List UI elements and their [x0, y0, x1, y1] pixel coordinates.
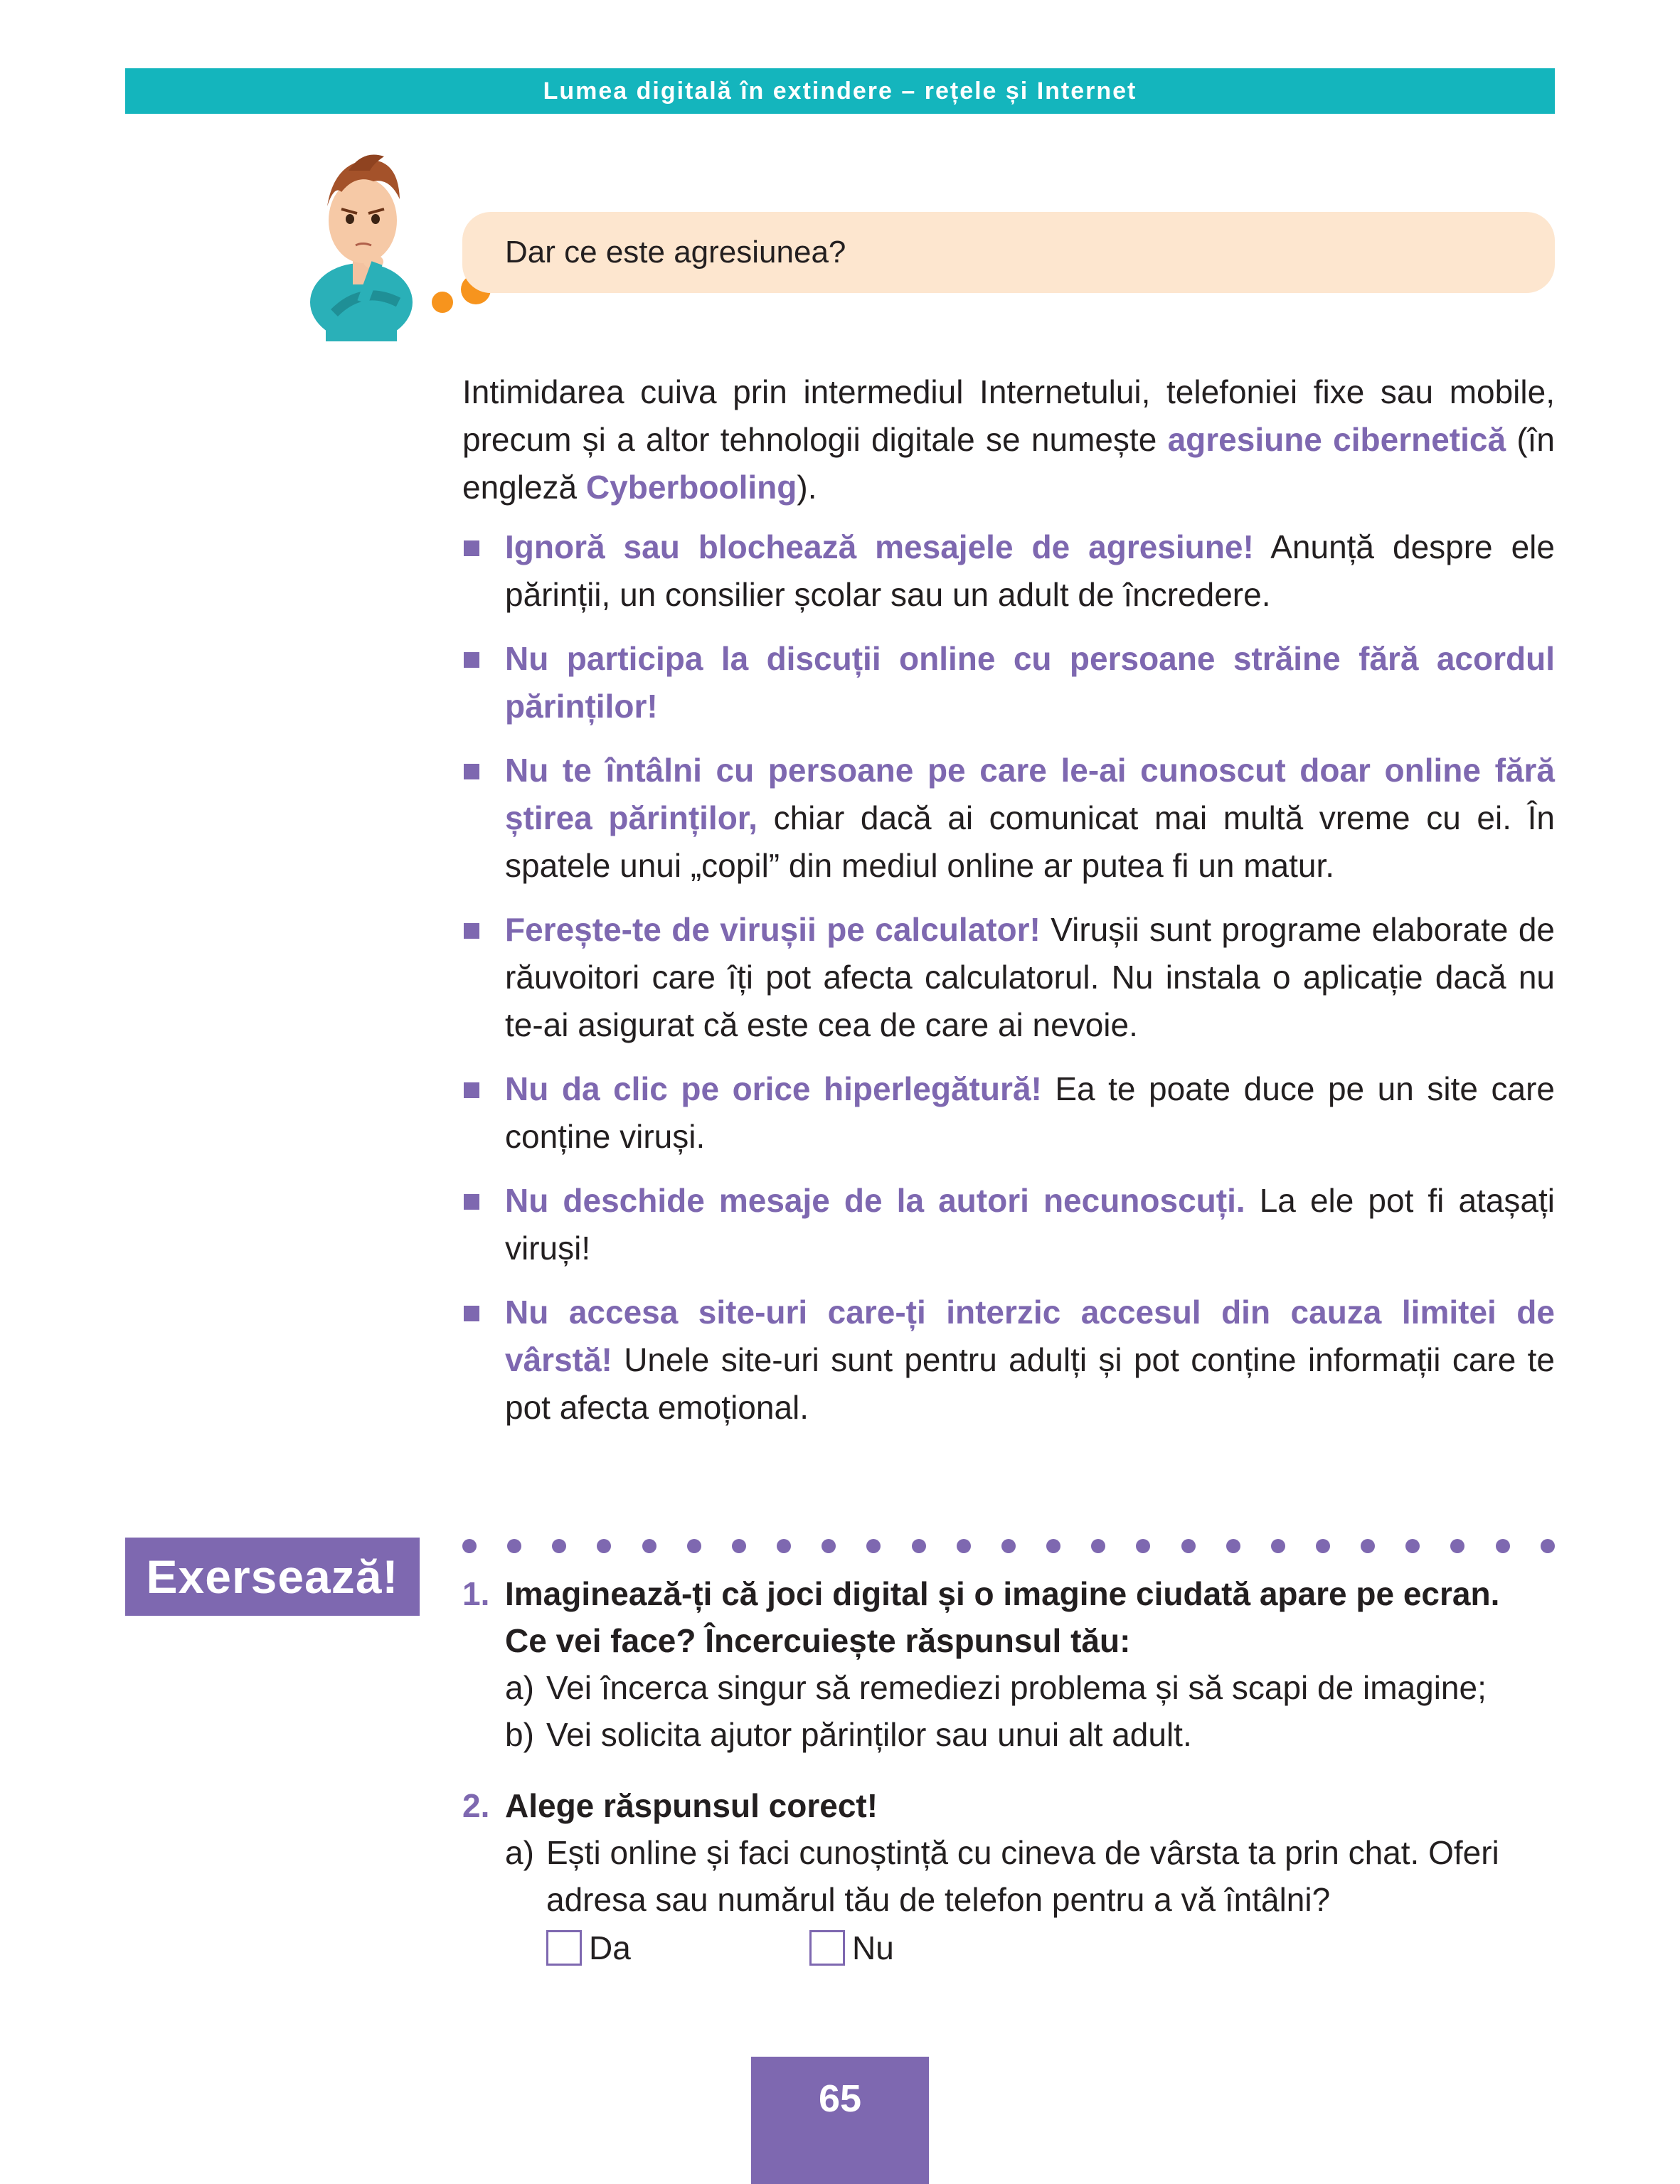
- choice-label: Da: [589, 1929, 631, 1966]
- safety-tips-list: [462, 523, 1555, 1448]
- tip-text: Ea te poate duce pe un site care conține viruși.: [505, 1070, 1555, 1155]
- intro-text-2: (în engleză: [462, 421, 1556, 506]
- running-header: Lumea digitală în extindere – rețele și Internet: [125, 68, 1555, 114]
- checkbox[interactable]: [546, 1930, 582, 1966]
- answer-checkboxes: [505, 1924, 1555, 1971]
- tip-text: Virușii sunt programe elaborate de răuvoitori care îți pot afecta calculatorul. Nu instala o aplicație dacă nu te-ai asigurat că este cea de care ai nevoie.: [505, 911, 1555, 1043]
- exercise-question-line: Imaginează-ți că joci digital și o imagine ciudată apare pe ecran.: [505, 1575, 1500, 1612]
- option-text: Ești online și faci cunoștință cu cineva de vârsta ta prin chat. Oferi adresa sau numărul tău de telefon pentru a vă întâlni?: [546, 1834, 1499, 1918]
- exercise-question-line: Ce vei face? Încercuiește răspunsul tău:: [505, 1622, 1131, 1659]
- choice-da[interactable]: [546, 1924, 809, 1971]
- exercise-1: [462, 1570, 1555, 1758]
- question-item: [505, 1829, 1555, 1923]
- tip-bold: Nu da clic pe orice hiperlegătură!: [505, 1070, 1042, 1107]
- square-bullet-icon: [464, 1306, 479, 1321]
- answer-option[interactable]: [505, 1664, 1555, 1711]
- checkbox[interactable]: [809, 1930, 845, 1966]
- intro-text-3: ).: [797, 469, 817, 506]
- tip-bold: Ignoră sau blochează mesajele de agresiune!: [505, 528, 1254, 565]
- choice-label: Nu: [852, 1929, 894, 1966]
- intro-text-1: Intimidarea cuiva prin intermediul Internetului, telefoniei fixe sau mobile, precum și a altor tehnologii digitale se numește: [462, 373, 1555, 458]
- term-cyberbooling: Cyberbooling: [585, 469, 797, 506]
- dotted-separator: [462, 1538, 1555, 1555]
- square-bullet-icon: [464, 923, 479, 939]
- thought-dot-small: [432, 292, 453, 313]
- tip-text: Anunță despre ele părinții, un consilier școlar sau un adult de încredere.: [505, 528, 1555, 613]
- square-bullet-icon: [464, 540, 479, 556]
- exercise-number: 1.: [462, 1575, 490, 1612]
- list-item: [462, 747, 1555, 890]
- list-item: [462, 523, 1555, 619]
- thinking-boy-illustration: [306, 149, 420, 341]
- list-item: [462, 635, 1555, 730]
- option-label: a): [505, 1669, 534, 1706]
- exercise-question-line: Alege răspunsul corect!: [505, 1787, 878, 1824]
- answer-option[interactable]: [505, 1711, 1555, 1758]
- choice-nu[interactable]: [809, 1924, 1073, 1971]
- term-cyber-aggression: agresiune cibernetică: [1167, 421, 1506, 458]
- list-item: [462, 1065, 1555, 1161]
- exercises: [462, 1570, 1555, 1971]
- tip-bold: Nu deschide mesaje de la autori necunoscuți.: [505, 1182, 1245, 1219]
- list-item: [462, 1289, 1555, 1432]
- option-label: b): [505, 1716, 534, 1753]
- tip-bold: Nu accesa site-uri care-ți interzic accesul din cauza limitei de vârstă!: [505, 1294, 1555, 1378]
- tip-text: Unele site-uri sunt pentru adulți și pot conține informații care te pot afecta emoțional.: [505, 1341, 1555, 1426]
- list-item: [462, 906, 1555, 1049]
- list-item: [462, 1177, 1555, 1272]
- square-bullet-icon: [464, 1082, 479, 1098]
- option-label: a): [505, 1834, 534, 1871]
- square-bullet-icon: [464, 1194, 479, 1210]
- square-bullet-icon: [464, 764, 479, 779]
- exercise-2: [462, 1782, 1555, 1971]
- tip-text: chiar dacă ai comunicat mai multă vreme cu ei. În spatele unui „copil” din mediul online ar putea fi un matur.: [505, 799, 1555, 884]
- tip-text: La ele pot fi atașați viruși!: [505, 1182, 1555, 1267]
- exercise-section-label: Exersează!: [125, 1538, 420, 1616]
- exercise-number: 2.: [462, 1787, 490, 1824]
- option-text: Vei solicita ajutor părinților sau unui alt adult.: [546, 1716, 1192, 1753]
- option-text: Vei încerca singur să remediezi problema și să scapi de imagine;: [546, 1669, 1487, 1706]
- bubble-text: Dar ce este agresiunea?: [505, 235, 846, 270]
- tip-bold: Nu participa la discuții online cu persoane străine fără acordul părinților!: [505, 640, 1555, 725]
- square-bullet-icon: [464, 652, 479, 668]
- thought-bubble: [462, 212, 1555, 293]
- page-number: 65: [751, 2057, 929, 2184]
- tip-bold: Ferește-te de virușii pe calculator!: [505, 911, 1041, 948]
- intro-paragraph: [462, 368, 1555, 511]
- tip-bold: Nu te întâlni cu persoane pe care le-ai cunoscut doar online fără știrea părinților,: [505, 752, 1555, 836]
